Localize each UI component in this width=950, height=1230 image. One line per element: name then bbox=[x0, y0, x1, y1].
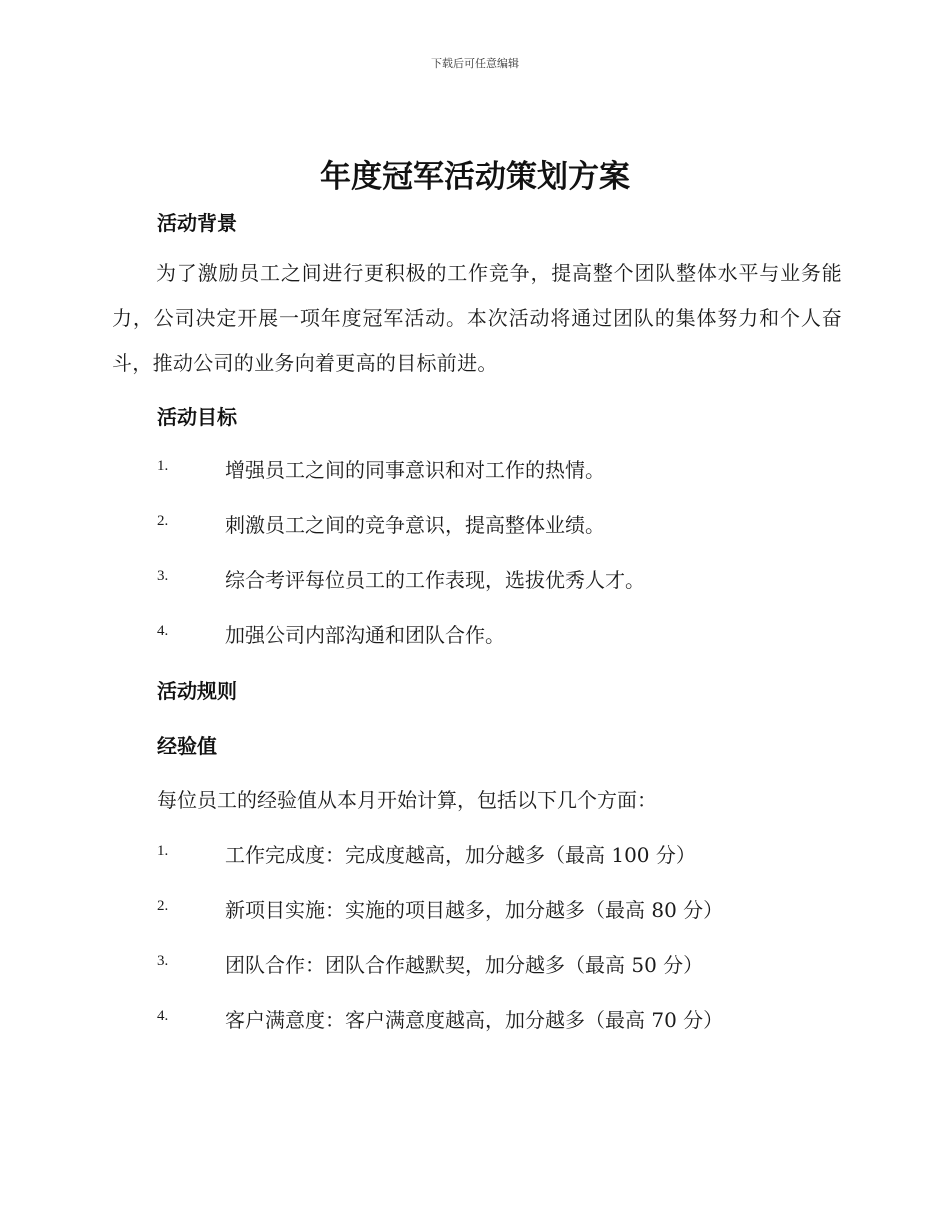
heading-experience: 经验值 bbox=[157, 734, 217, 758]
goal-item bbox=[157, 509, 857, 539]
goal-text: 增强员工之间的同事意识和对工作的热情。 bbox=[225, 458, 605, 482]
experience-number: 2. bbox=[157, 898, 169, 914]
goal-text: 加强公司内部沟通和团队合作。 bbox=[225, 623, 505, 647]
goal-item bbox=[157, 619, 857, 649]
experience-number: 1. bbox=[157, 843, 169, 859]
goal-number: 1. bbox=[157, 458, 169, 474]
experience-item bbox=[157, 949, 857, 979]
background-paragraph: 为了激励员工之间进行更积极的工作竞争，提高整个团队整体水平与业务能力，公司决定开展一项年度冠军活动。本次活动将通过团队的集体努力和个人奋斗，推动公司的业务向着更高的目标前进。 bbox=[112, 261, 842, 375]
goal-item bbox=[157, 454, 857, 484]
experience-text: 新项目实施：实施的项目越多，加分越多（最高 80 分） bbox=[225, 898, 724, 922]
experience-text: 工作完成度：完成度越高，加分越多（最高 100 分） bbox=[225, 843, 696, 867]
goal-number: 2. bbox=[157, 513, 169, 529]
experience-item bbox=[157, 1004, 857, 1034]
experience-intro: 每位员工的经验值从本月开始计算，包括以下几个方面： bbox=[157, 788, 657, 812]
goal-item bbox=[157, 564, 857, 594]
heading-background: 活动背景 bbox=[157, 211, 237, 235]
experience-text: 团队合作：团队合作越默契，加分越多（最高 50 分） bbox=[225, 953, 704, 977]
goal-text: 综合考评每位员工的工作表现，选拔优秀人才。 bbox=[225, 568, 645, 592]
heading-rules: 活动规则 bbox=[157, 679, 237, 703]
goal-text: 刺激员工之间的竞争意识，提高整体业绩。 bbox=[225, 513, 605, 537]
document-title: 年度冠军活动策划方案 bbox=[320, 159, 630, 195]
goal-number: 3. bbox=[157, 568, 169, 584]
experience-text: 客户满意度：客户满意度越高，加分越多（最高 70 分） bbox=[225, 1008, 724, 1032]
goal-number: 4. bbox=[157, 623, 169, 639]
heading-goals: 活动目标 bbox=[157, 405, 237, 429]
experience-number: 3. bbox=[157, 953, 169, 969]
page-header: 下载后可任意编辑 bbox=[431, 57, 519, 70]
experience-number: 4. bbox=[157, 1008, 169, 1024]
experience-item bbox=[157, 839, 857, 869]
experience-item bbox=[157, 894, 857, 924]
